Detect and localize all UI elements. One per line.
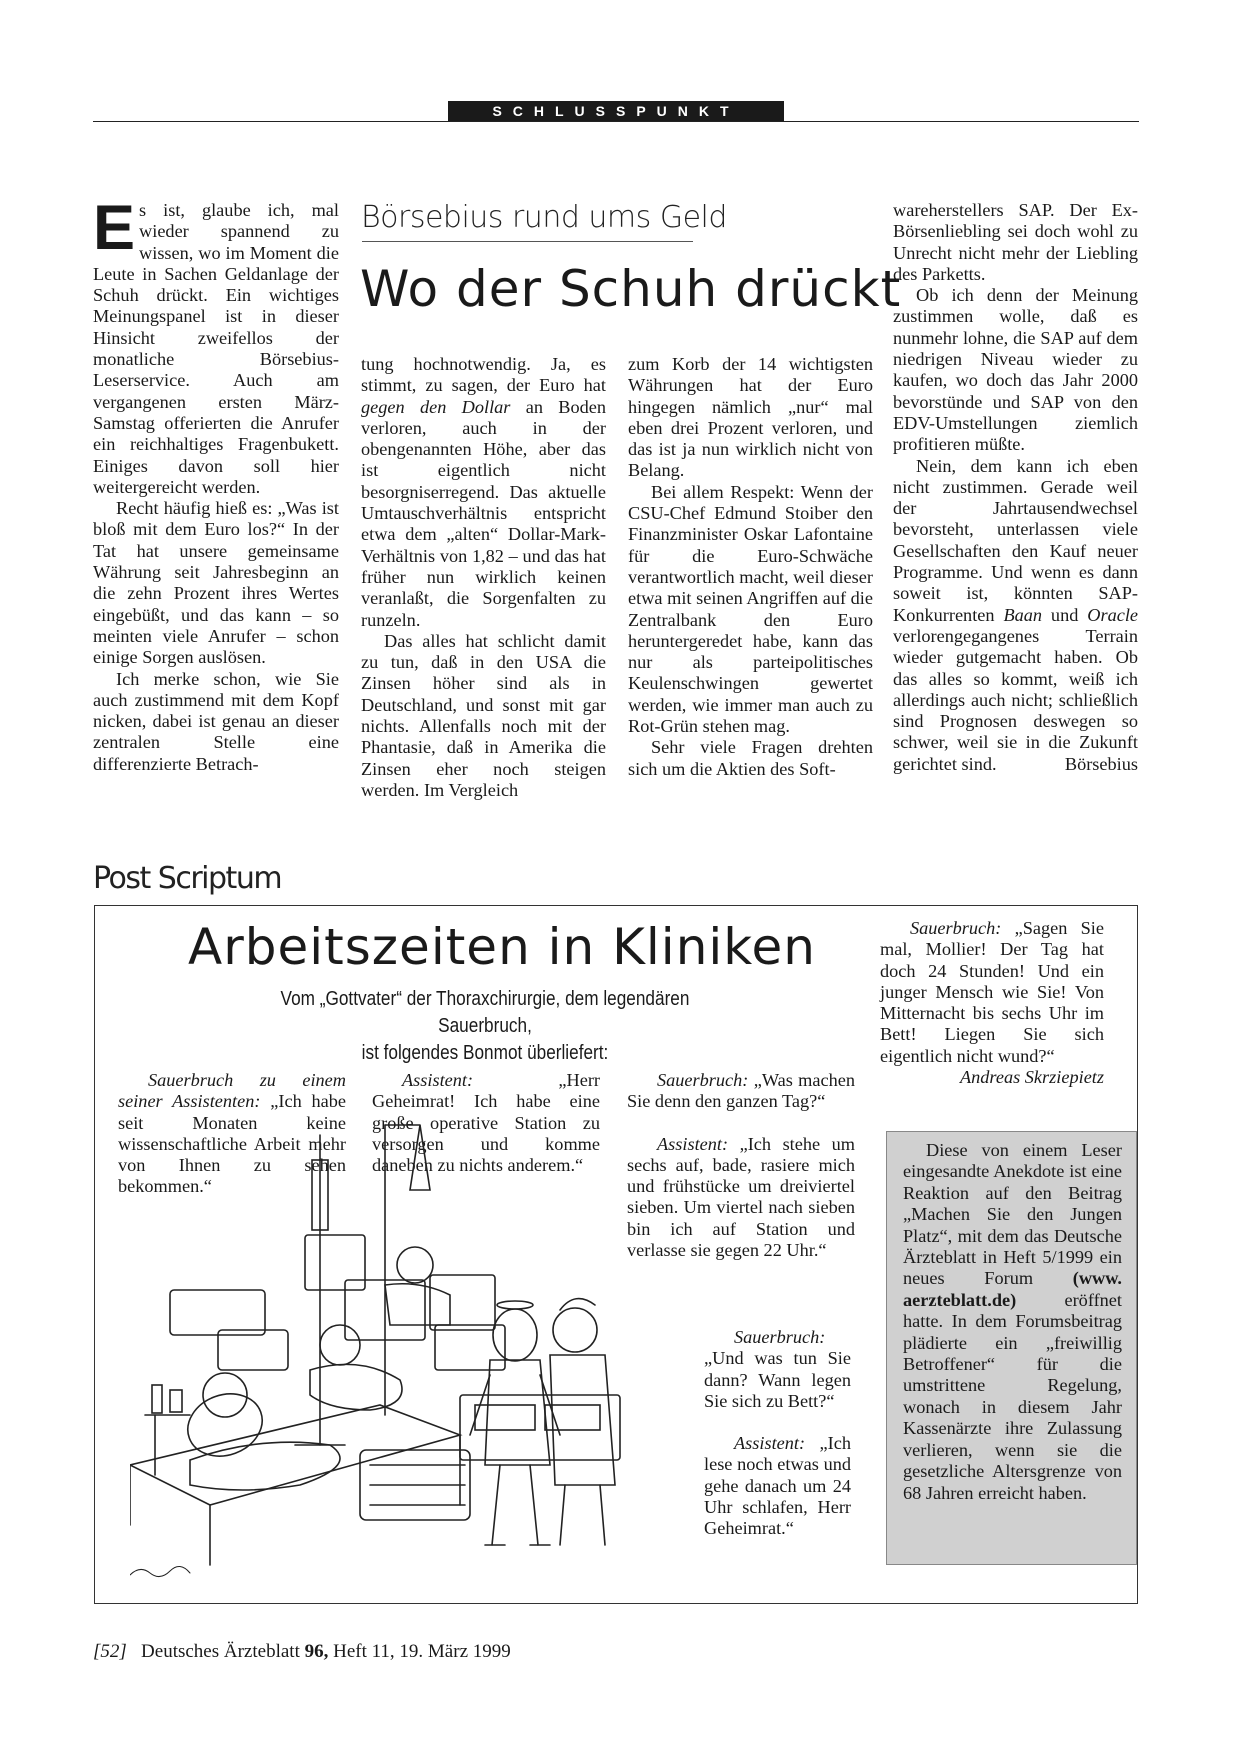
- dialogue-line: Assistent: „Ich stehe um sechs auf, bade, rasiere mich und frühstücke um dreiviertel sieben. Um viertel nach sieben bin ich auf Station und verlasse sie gegen 22 Uhr.“: [627, 1133, 855, 1261]
- kicker-rule: [362, 241, 693, 242]
- paragraph: Bei allem Respekt: Wenn der CSU-Chef Edmund Stoiber den Finanzminister Oskar Lafontaine für die Euro-Schwäche verantwortlich macht, weil dieser etwa mit seinen Angriffen auf die Zentralbank den Euro heruntergeredet habe, kann das nur als parteipolitisches Keulenschwingen gewertet werden, wie immer man auch zu Rot-Grün stehen mag.: [628, 481, 873, 737]
- article-column-3: [628, 354, 873, 780]
- volume-number: 96,: [304, 1641, 329, 1662]
- dialogue-line: Assistent: „Ich lese noch etwas und gehe danach um 24 Uhr schlafen, Herr Geheimrat.“: [704, 1433, 851, 1539]
- section-rubric: SCHLUSSPUNKT: [448, 101, 784, 122]
- paragraph: Es ist, glaube ich, mal wieder spannend zu wissen, wo im Moment die Leute in Sachen Geldanlage der Schuh drückt. Ein wichtiges Meinungspanel ist in dieser Hinsicht zweifellos der monatliche Börsebius-Leserservice. Auch am vergangenen ersten März-Samstag offerierten die Anrufer ein reichhaltiges Fragenbukett. Einiges davon soll hier weitergereicht werden.: [93, 193, 339, 497]
- dialogue-column-4: [880, 918, 1104, 1088]
- dialogue-line: Sauerbruch zu einem seiner Assistenten: „Ich habe seit Monaten keine wissenschaftliche Arbeit mehr von Ihnen zu sehen bekommen.“: [118, 1070, 347, 1197]
- paragraph: wareherstellers SAP. Der Ex-Börsenliebling sei doch wohl zu Unrecht nicht mehr der Liebling des Parketts.: [893, 200, 1138, 284]
- author-signature: Börsebius: [1064, 753, 1138, 774]
- page-number: [52]: [93, 1641, 127, 1662]
- paragraph: Das alles hat schlicht damit zu tun, daß in den USA die Zinsen höher sind als in Deutschland, und sonst mit gar nichts. Allenfalls noch mit der Phantasie, daß in Amerika die Zinsen eher noch steigen werden. Im Vergleich: [361, 630, 606, 800]
- paragraph: zum Korb der 14 wichtigsten Währungen hat der Euro hingegen nämlich „nur“ mal eben drei Prozent verloren, und das ist ja nun wirklich nicht von Belang.: [628, 354, 873, 481]
- dialogue-line: Sauerbruch: „Was machen Sie denn den ganzen Tag?“: [627, 1070, 855, 1112]
- paragraph: Recht häufig hieß es: „Was ist bloß mit dem Euro los?“ In der Tat hat unsere gemeinsame Währung seit Jahresbeginn an die zehn Prozent ihres Wertes eingebüßt, und das kann – so meinten viele Anrufer – schon einige Sorgen auslösen.: [93, 498, 339, 668]
- article-column-2: [361, 354, 606, 801]
- issue-date: Heft 11, 19. März 1999: [328, 1641, 511, 1662]
- paragraph: Ich merke schon, wie Sie auch zustimmend mit dem Kopf nicken, dabei ist genau an dieser zentralen Stelle eine differenzierte Betrach-: [93, 668, 339, 774]
- paragraph: tung hochnotwendig. Ja, es stimmt, zu sagen, der Euro hat gegen den Dollar an Boden verloren, auch in der obengenannten Höhe, aber das ist eigentlich nicht besorgniserregend. Das aktuelle Umtauschverhältnis entspricht etwa dem „alten“ Dollar-Mark-Verhältnis von 1,82 – und das hat früher nun wirklich keinen veranlaßt, die Sorgenfalten zu runzeln.: [361, 354, 606, 630]
- drop-cap: E: [93, 193, 136, 263]
- postscript-deck: Vom „Gottvater“ der Thoraxchirurgie, dem legendären Sauerbruch, ist folgendes Bonmot überliefert:: [280, 988, 690, 1064]
- article-kicker: Börsebius rund ums Geld: [361, 200, 727, 235]
- article-headline: Wo der Schuh drückt: [360, 260, 902, 318]
- dialogue-line: Assistent: „Herr Geheimrat! Ich habe eine große operative Station zu versorgen und komme daneben zu nichts anderem.“: [372, 1070, 600, 1176]
- dialogue-line: Sauerbruch: „Sagen Sie mal, Mollier! Der Tag hat doch 24 Stunden! Und ein junger Mensch wie Sie! Von Mitternacht bis sechs Uhr im Bett! Liegen Sie sich eigentlich nicht wund?“: [880, 918, 1104, 1066]
- article-column-4: [893, 200, 1138, 775]
- hospital-cartoon-illustration: [130, 1105, 750, 1585]
- postscript-headline: Arbeitszeiten in Kliniken: [188, 918, 816, 976]
- author-signature: Andreas Skrziepietz: [959, 1067, 1104, 1088]
- page-footer: [93, 1641, 511, 1663]
- header-rule: [93, 121, 1139, 122]
- paragraph: Nein, dem kann ich eben nicht zustimmen. Gerade weil der Jahrtausendwechsel bevorsteht, unterlassen viele Gesellschaften den Kauf neuer Programme. Und wenn es dann soweit ist, könnten SAP-Konkurrenten Baan und Oracle verlorengegangenes Terrain wieder gutgemacht haben. Ob das alles so kommt, weiß ich allerdings auch nicht; schließlich sind Prognosen deswegen so schwer, weil sie in die Zukunft gerichtet sind. Börsebius: [893, 455, 1139, 774]
- paragraph: Ob ich denn der Meinung zustimmen wolle, daß es nunmehr lohne, die SAP auf dem niedrigen Niveau wieder zu kaufen, wo doch das Jahr 2000 bevorstünde und SAP von den EDV-Umstellungen ziemlich profitieren müßte.: [893, 285, 1138, 455]
- journal-name: Deutsches Ärzteblatt: [141, 1641, 305, 1662]
- dialogue-line: Sauerbruch:: [734, 1327, 826, 1347]
- paragraph: Sehr viele Fragen drehten sich um die Aktien des Soft-: [628, 737, 873, 779]
- postscript-label: Post Scriptum: [93, 861, 282, 896]
- editorial-note: Diese von einem Leser eingesandte Anekdote ist eine Reaktion auf den Beitrag „Machen Sie den Jungen Platz“, mit dem das Deutsche Ärzteblatt in Heft 5/1999 ein neues Forum (www. aerzteblatt.de) eröffnet hatte. In dem Forumsbeitrag plädierte ein „freiwillig Betroffener“ für die umstrittene Regelung, wonach in diesem Jahr Kassenärzte ihre Zulassung verlieren, wenn sie die gesetzliche Altersgrenze von 68 Jahren erreicht haben.: [903, 1140, 1122, 1503]
- editorial-note-box: [886, 1131, 1137, 1565]
- article-column-1: [93, 193, 339, 775]
- dialogue-line: „Und was tun Sie dann? Wann legen Sie sich zu Bett?“: [704, 1348, 851, 1411]
